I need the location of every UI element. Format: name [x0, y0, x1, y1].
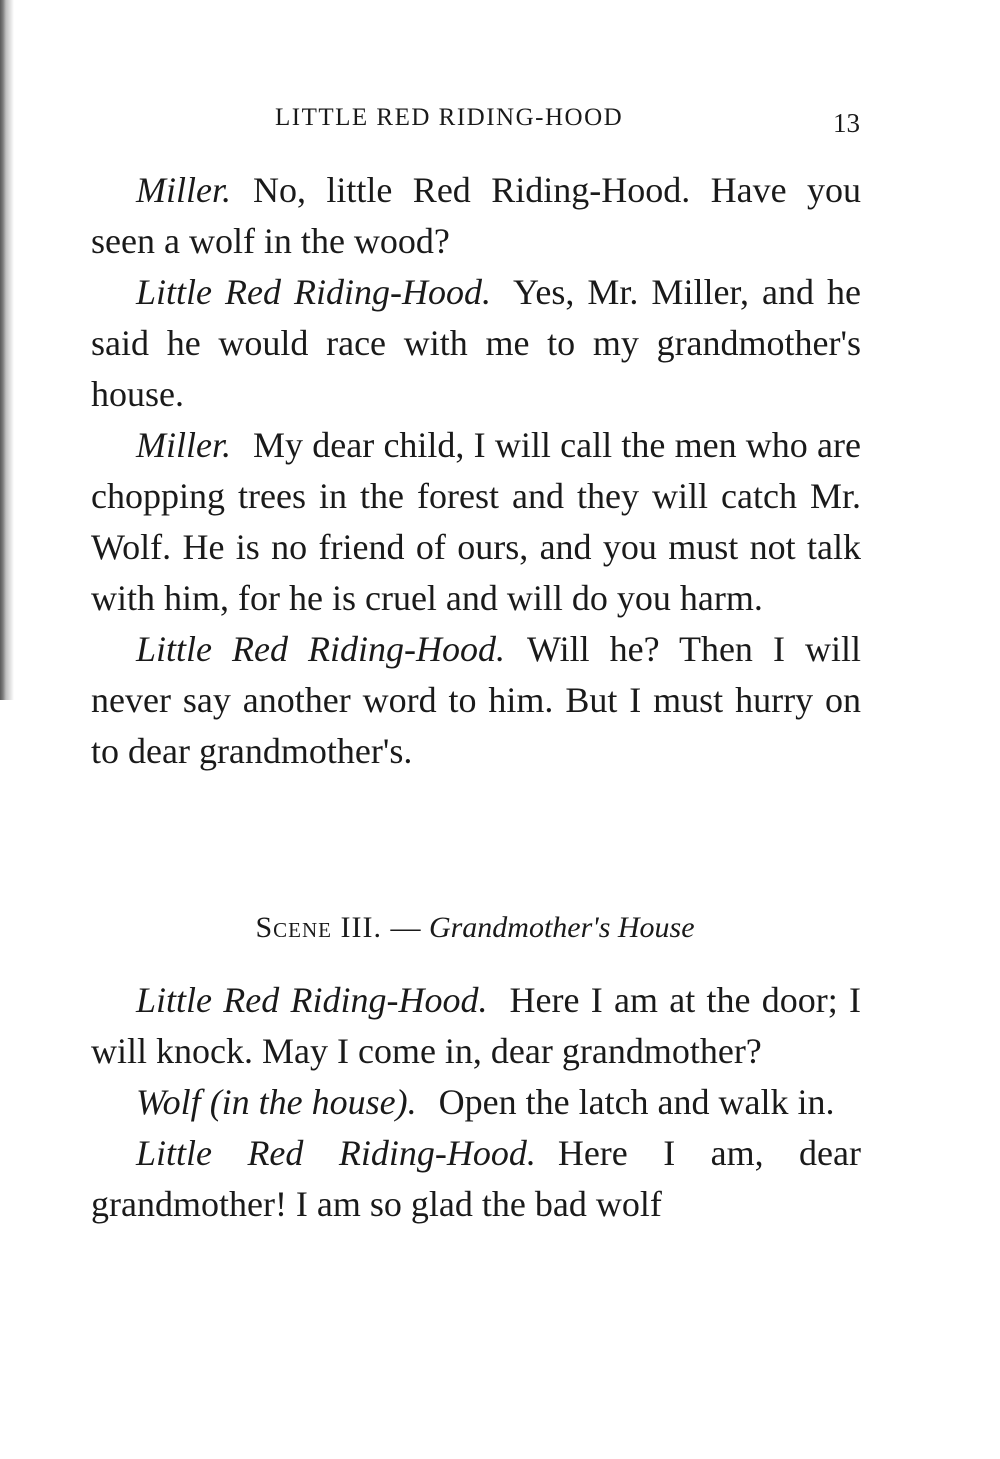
speaker-name: Miller.: [136, 170, 231, 210]
speaker-name: Little Red Riding-Hood.: [136, 980, 488, 1020]
dialogue-text: Here I am, dear grandmother! I am so glad the bad wolf: [91, 1133, 861, 1224]
speaker-name: Little Red Riding-Hood.: [136, 272, 491, 312]
running-title: LITTLE RED RIDING-HOOD: [275, 104, 624, 131]
dialogue-text: No, little Red Riding-Hood. Have you seen a wolf in the wood?: [91, 170, 861, 261]
dialogue-text: Here I am at the door; I will knock. May I come in, dear grandmother?: [91, 980, 861, 1071]
dialogue-paragraph: [91, 1128, 861, 1230]
dialogue-block-2: [91, 975, 861, 1230]
speaker-name: Miller.: [136, 425, 231, 465]
dialogue-paragraph: [91, 1077, 861, 1128]
dialogue-block-1: [91, 165, 861, 777]
speaker-name: Little Red Riding-Hood.: [136, 1133, 536, 1173]
running-header: [90, 104, 860, 140]
dialogue-text: Will he? Then I will never say another word to him. But I must hurry on to dear grandmother's.: [91, 629, 861, 771]
scene-title: Grandmother's House: [428, 911, 695, 944]
dialogue-paragraph: [91, 420, 861, 624]
dialogue-text: Yes, Mr. Miller, and he said he would race with me to my grandmother's house.: [91, 272, 861, 414]
dialogue-paragraph: [91, 624, 861, 777]
dialogue-text: Open the latch and walk in.: [438, 1082, 835, 1122]
dialogue-paragraph: [91, 165, 861, 267]
page-binding-edge: [0, 0, 14, 700]
speaker-name: Little Red Riding-Hood.: [136, 629, 506, 669]
speaker-name: Wolf (in the house).: [136, 1082, 417, 1122]
dialogue-paragraph: [91, 975, 861, 1077]
dialogue-text: My dear child, I will call the men who are chopping trees in the forest and they will catch Mr. Wolf. He is no friend of ours, and you must not talk with him, for he is cruel and will do you harm.: [91, 425, 861, 618]
page-number: 13: [833, 108, 860, 138]
dialogue-paragraph: [91, 267, 861, 420]
scene-heading: [90, 905, 860, 951]
scene-label: Scene III. —: [255, 911, 422, 944]
